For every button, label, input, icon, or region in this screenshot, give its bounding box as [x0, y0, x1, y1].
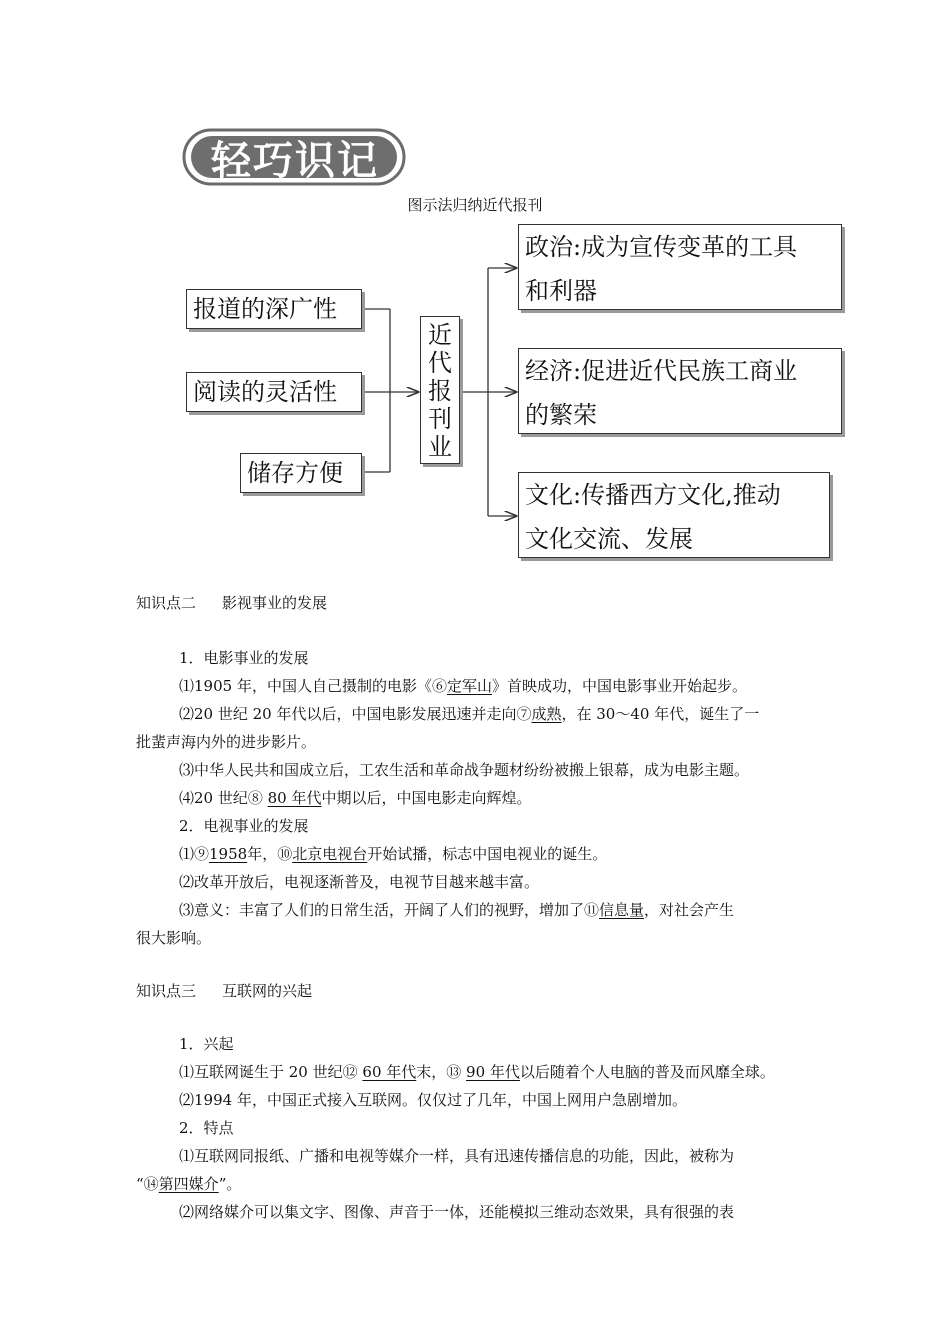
center-char: 报 — [428, 377, 452, 405]
text: ，对社会产生 — [644, 901, 735, 919]
diagram-center-box — [420, 316, 460, 464]
paragraph-continuation: 很大影响。 — [136, 929, 212, 947]
text: 末，⑬ — [416, 1063, 467, 1081]
paragraph — [136, 840, 859, 868]
answer-blank: 60 年代 — [362, 1063, 417, 1081]
answer-blank: 北京电视台 — [292, 845, 368, 863]
text: 年，⑩ — [247, 845, 293, 863]
text: 以后随着个人电脑的普及而风靡全球。 — [519, 1063, 775, 1081]
text: ⑵20 世纪 20 年代以后，中国电影发展迅速并走向⑦ — [179, 705, 532, 723]
paragraph: ⑵改革开放后，电视逐渐普及，电视节目越来越丰富。 — [179, 873, 540, 891]
text: 开始试播，标志中国电视业的诞生。 — [367, 845, 608, 863]
center-char: 代 — [428, 349, 452, 377]
paragraph-continuation: 批蜚声海内外的进步影片。 — [136, 733, 317, 751]
text: 中期以后，中国电影走向辉煌。 — [321, 789, 532, 807]
center-char: 业 — [428, 433, 452, 461]
paragraph: ⑵网络媒介可以集文字、图像、声音于一体，还能模拟三维动态效果，具有很强的表 — [179, 1203, 735, 1221]
diagram-right-box-politics — [518, 224, 842, 310]
text: “⑭ — [136, 1175, 159, 1193]
answer-blank: 80 年代 — [267, 789, 322, 807]
text: ⑷20 世纪⑧ — [179, 789, 268, 807]
text: ”。 — [218, 1175, 242, 1193]
subheading: 2．特点 — [179, 1119, 234, 1137]
right-box-line: 文化交流、发展 — [525, 525, 693, 553]
center-char: 近 — [428, 321, 452, 349]
diagram-title: 图示法归纳近代报刊 — [407, 196, 543, 214]
right-box-line: 和利器 — [525, 277, 597, 305]
paragraph: ⑶中华人民共和国成立后，工农生活和革命战争题材纷纷被搬上银幕，成为电影主题。 — [179, 761, 750, 779]
text: ，在 30～40 年代，诞生了一 — [561, 705, 760, 723]
answer-blank: 成熟 — [531, 705, 562, 723]
diagram-left-box-2: 阅读的灵活性 — [186, 372, 362, 412]
paragraph — [136, 784, 859, 812]
right-box-line: 政治:成为宣传变革的工具 — [525, 233, 798, 261]
text: ⑴⑨ — [179, 845, 210, 863]
diagram-left-box-3: 储存方便 — [240, 453, 362, 493]
answer-blank: 定军山 — [446, 677, 492, 695]
right-box-line: 的繁荣 — [525, 401, 597, 429]
banner-title: 轻巧识记 — [211, 137, 379, 184]
section-title: 互联网的兴起 — [222, 982, 313, 1000]
paragraph: ⑴互联网同报纸、广播和电视等媒介一样，具有迅速传播信息的功能，因此，被称为 — [179, 1147, 735, 1165]
answer-blank: 信息量 — [599, 901, 645, 919]
answer-blank: 第四媒介 — [158, 1175, 219, 1193]
section-label: 知识点三 — [136, 982, 197, 1000]
diagram-left-box-1: 报道的深广性 — [186, 289, 362, 329]
paragraph — [136, 896, 859, 924]
center-char: 刊 — [428, 405, 452, 433]
text: ⑶意义：丰富了人们的日常生活，开阔了人们的视野，增加了⑪ — [179, 901, 600, 919]
answer-blank: 90 年代 — [466, 1063, 520, 1081]
text: ⑴互联网诞生于 20 世纪⑫ — [179, 1063, 363, 1081]
section-title: 影视事业的发展 — [222, 594, 328, 612]
subheading: 1．兴起 — [179, 1035, 234, 1053]
text: ⑴1905 年，中国人自己摄制的电影《⑥ — [179, 677, 447, 695]
section-label: 知识点二 — [136, 594, 197, 612]
paragraph — [136, 1058, 859, 1086]
paragraph: ⑵1994 年，中国正式接入互联网。仅仅过了几年，中国上网用户急剧增加。 — [179, 1091, 687, 1109]
paragraph — [136, 672, 859, 700]
section-heading-2 — [136, 592, 327, 613]
diagram-right-box-culture — [518, 472, 830, 558]
text: 》首映成功，中国电影事业开始起步。 — [491, 677, 747, 695]
right-box-line: 文化:传播西方文化,推动 — [525, 481, 781, 509]
paragraph-continuation — [136, 1170, 816, 1198]
paragraph — [136, 700, 859, 728]
section-heading-3 — [136, 980, 312, 1001]
subheading: 1．电影事业的发展 — [179, 649, 309, 667]
answer-blank: 1958 — [209, 845, 248, 863]
diagram-right-box-economy — [518, 348, 842, 434]
right-box-line: 经济:促进近代民族工商业 — [525, 357, 798, 385]
subheading: 2．电视事业的发展 — [179, 817, 309, 835]
